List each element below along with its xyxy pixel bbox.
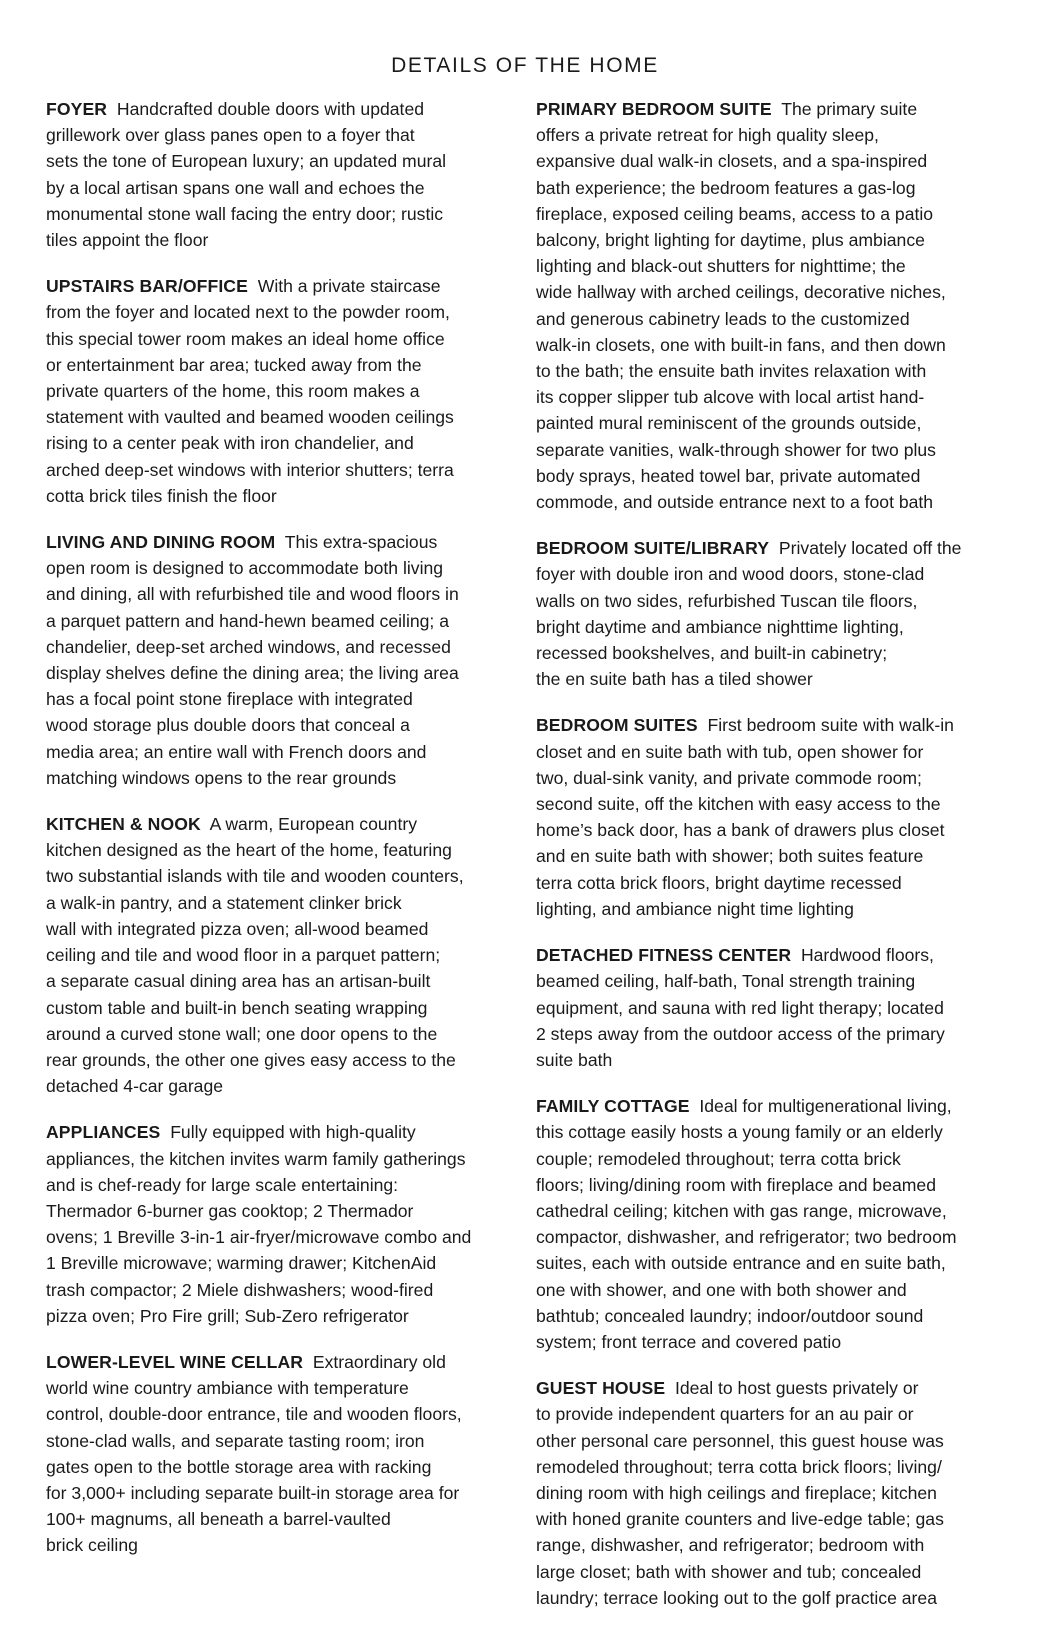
page-title: DETAILS OF THE HOME [391, 54, 659, 77]
section-heading: LIVING AND DINING ROOM [46, 532, 276, 553]
section-heading: KITCHEN & NOOK [46, 814, 201, 835]
section-primary-bedroom-suite [536, 96, 1006, 515]
section-heading: APPLIANCES [46, 1122, 161, 1143]
section-heading: FAMILY COTTAGE [536, 1096, 690, 1117]
section-body: Handcrafted double doors with updated grillework over glass panes open to a foyer that sets the tone of European luxury; an updated mural by a local artisan spans one wall and echoes the monumental stone wall facing the entry door; rustic tiles appoint the floor [46, 99, 447, 251]
section-kitchen-nook [46, 811, 502, 1099]
section-bedroom-suites [536, 712, 1006, 922]
section-heading: BEDROOM SUITES [536, 715, 698, 736]
section-heading: BEDROOM SUITE/LIBRARY [536, 538, 770, 559]
section-living-dining-room [46, 529, 502, 791]
left-column [46, 96, 502, 1579]
section-heading: LOWER-LEVEL WINE CELLAR [46, 1351, 304, 1372]
right-column [536, 96, 1006, 1631]
section-lower-level-wine-cellar [46, 1349, 502, 1559]
section-heading: UPSTAIRS BAR/OFFICE [46, 276, 248, 297]
section-body: A warm, European country kitchen designed as the heart of the home, featuring two substantial islands with tile and wooden counters, a walk-in pantry, and a statement clinker brick wall with integrated pizza oven; all-wood beamed ceiling and tile and wood floor in a parquet pattern; a separate casual dining area has an artisan-built custom table and built-in bench seating wrapping around a curved stone wall; one door opens to the rear grounds, the other one gives easy access to the detached 4-car garage [46, 814, 464, 1097]
section-detached-fitness-center [536, 942, 1006, 1073]
section-bedroom-suite-library [536, 535, 1006, 692]
section-body: First bedroom suite with walk-in closet and en suite bath with tub, open shower for two, dual-sink vanity, and private commode room; second suite, off the kitchen with easy access to the home’s back door, has a bank of drawers plus closet and en suite bath with shower; both suites feature terra cotta brick floors, bright daytime recessed lighting, and ambiance night time lighting [536, 715, 954, 919]
section-heading: PRIMARY BEDROOM SUITE [536, 99, 772, 119]
section-foyer [46, 96, 502, 253]
section-heading: FOYER [46, 99, 108, 119]
section-body: Ideal to host guests privately or to provide independent quarters for an au pair or other personal care personnel, this guest house was remodeled throughout; terra cotta brick floors; living/ dining room with high ceilings and fireplace; kitchen with honed granite counters and live-edge table; gas range, dishwasher, and refrigerator; bedroom with large closet; bath with shower and tub; concealed laundry; terrace looking out to the golf practice area [536, 1378, 944, 1608]
section-heading: DETACHED FITNESS CENTER [536, 945, 792, 966]
section-body: Ideal for multigenerational living, this cottage easily hosts a young family or an elderly couple; remodeled throughout; terra cotta brick floors; living/dining room with fireplace and beamed cathedral ceiling; kitchen with gas range, microwave, compactor, dishwasher, and refrigerator; two bedroom suites, each with outside entrance and en suite bath, one with shower, and one with both shower and bathtub; concealed laundry; indoor/outdoor sound system; front terrace and covered patio [536, 1096, 957, 1352]
section-body: Hardwood floors, beamed ceiling, half-bath, Tonal strength training equipment, and sauna with red light therapy; located 2 steps away from the outdoor access of the primary suite bath [536, 945, 945, 1070]
section-body: Extraordinary old world wine country ambiance with temperature control, double-door entrance, tile and wooden floors, stone-clad walls, and separate tasting room; iron gates open to the bottle storage area with racking for 3,000+ including separate built-in storage area for 100+ magnums, all beneath a barrel-vaulted brick ceiling [46, 1351, 462, 1556]
section-upstairs-bar-office [46, 273, 502, 509]
section-guest-house [536, 1375, 1006, 1611]
section-body: Fully equipped with high-quality appliances, the kitchen invites warm family gatherings and is chef-ready for large scale entertaining: Thermador 6-burner gas cooktop; 2 Thermador ovens; 1 Breville 3-in-1 air-fryer/microwave combo and 1 Breville microwave; warming drawer; KitchenAid trash compactor; 2 Miele dishwashers; wood-fired pizza oven; Pro Fire grill; Sub-Zero refrigerator [46, 1122, 472, 1326]
section-appliances [46, 1119, 502, 1329]
section-body: With a private staircase from the foyer and located next to the powder room, this special tower room makes an ideal home office or entertainment bar area; tucked away from the private quarters of the home, this room makes a statement with vaulted and beamed wooden ceilings rising to a center peak with iron chandelier, and arched deep-set windows with interior shutters; terra cotta brick tiles finish the floor [46, 276, 454, 506]
section-body: Privately located off the foyer with double iron and wood doors, stone-clad walls on two sides, refurbished Tuscan tile floors, bright daytime and ambiance nighttime lighting, recessed bookshelves, and built-in cabinetry; the en suite bath has a tiled shower [536, 538, 962, 690]
section-body: This extra-spacious open room is designed to accommodate both living and dining, all with refurbished tile and wood floors in a parquet pattern and hand-hewn beamed ceiling; a chandelier, deep-set arched windows, and recessed display shelves define the dining area; the living area has a focal point stone fireplace with integrated wood storage plus double doors that conceal a media area; an entire wall with French doors and matching windows opens to the rear grounds [46, 532, 459, 788]
section-body: The primary suite offers a private retreat for high quality sleep, expansive dual walk-in closets, and a spa-inspired bath experience; the bedroom features a gas-log fireplace, exposed ceiling beams, access to a patio balcony, bright lighting for daytime, plus ambiance lighting and black-out shutters for nighttime; the wide hallway with arched ceilings, decorative niches, and generous cabinetry leads to the customized walk-in closets, one with built-in fans, and then down to the bath; the ensuite bath invites relaxation with its copper slipper tub alcove with local artist hand- painted mural reminiscent of the grounds outside, separate vanities, walk-through shower for two plus body sprays, heated towel bar, private automated commode, and outside entrance next to a foot bath [536, 99, 946, 513]
section-heading: GUEST HOUSE [536, 1378, 666, 1399]
section-family-cottage [536, 1093, 1006, 1355]
